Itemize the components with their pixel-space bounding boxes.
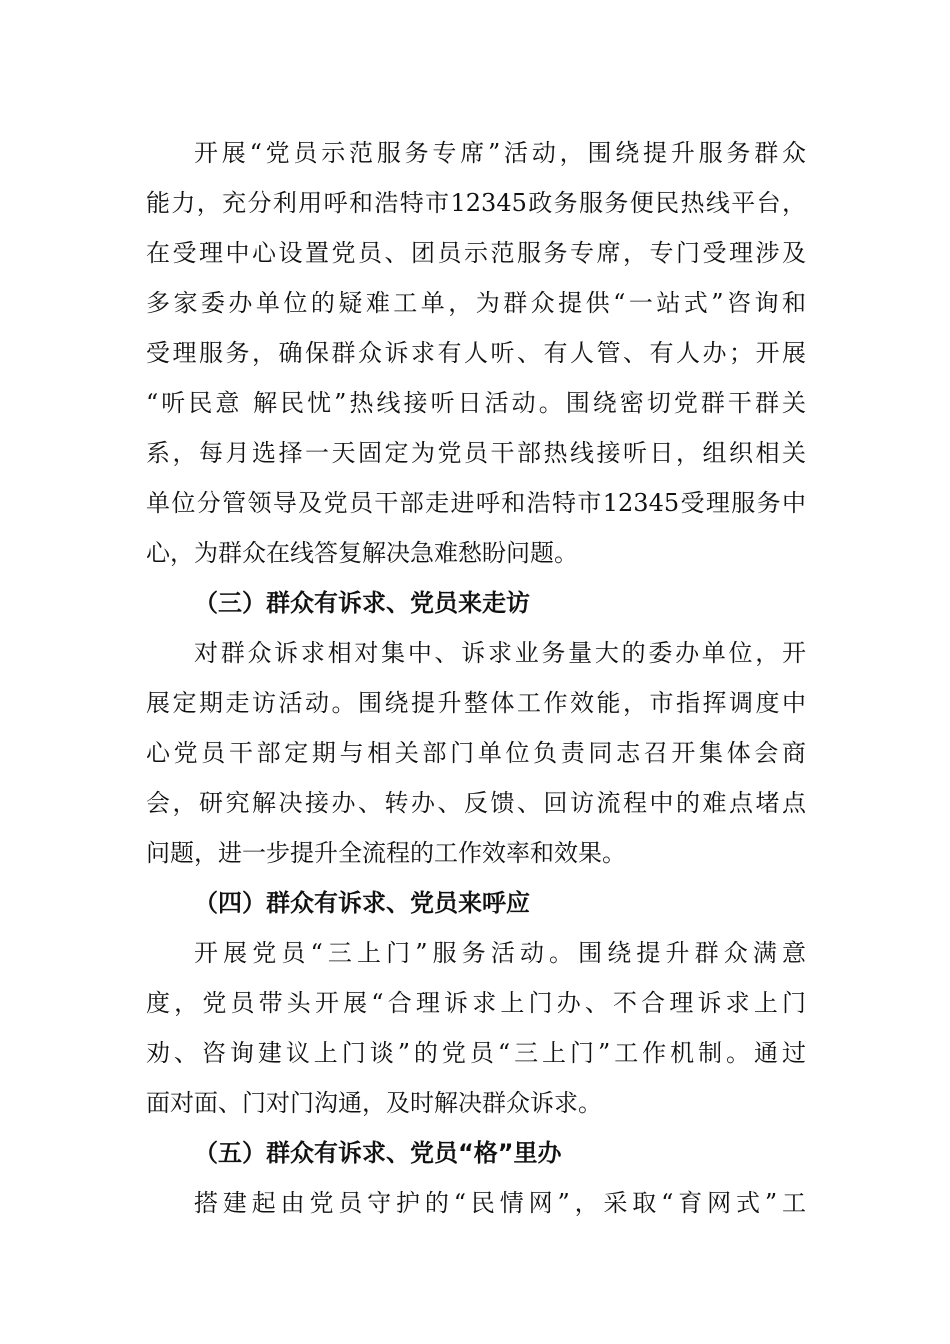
section-heading: （四）群众有诉求、党员来呼应 bbox=[194, 889, 530, 917]
text-line: 心，为群众在线答复解决急难愁盼问题。 bbox=[146, 539, 578, 567]
text-line: 问题，进一步提升全流程的工作效率和效果。 bbox=[146, 839, 626, 867]
text-line: 心党员干部定期与相关部门单位负责同志召开集体会商 bbox=[146, 739, 806, 767]
text-line: “听民意 解民忧”热线接听日活动。围绕密切党群干群关 bbox=[146, 389, 806, 417]
text-line: 度，党员带头开展“合理诉求上门办、不合理诉求上门 bbox=[146, 989, 806, 1017]
text-line: 单位分管领导及党员干部走进呼和浩特市12345受理服务中 bbox=[146, 489, 806, 517]
text-line: 劝、咨询建议上门谈”的党员“三上门”工作机制。通过 bbox=[146, 1039, 806, 1067]
text-line: 在受理中心设置党员、团员示范服务专席，专门受理涉及 bbox=[146, 239, 806, 267]
paragraph bbox=[146, 928, 806, 1128]
text-line: 多家委办单位的疑难工单，为群众提供“一站式”咨询和 bbox=[146, 289, 806, 317]
paragraph bbox=[146, 1178, 806, 1228]
paragraph bbox=[146, 128, 806, 578]
text-line: 受理服务，确保群众诉求有人听、有人管、有人办；开展 bbox=[146, 339, 806, 367]
text-line: 能力，充分利用呼和浩特市12345政务服务便民热线平台， bbox=[146, 189, 806, 217]
section-heading: （五）群众有诉求、党员“格”里办 bbox=[194, 1139, 562, 1167]
text-line: 系，每月选择一天固定为党员干部热线接听日，组织相关 bbox=[146, 439, 806, 467]
text-line: 展定期走访活动。围绕提升整体工作效能，市指挥调度中 bbox=[146, 689, 806, 717]
text-line: 面对面、门对门沟通，及时解决群众诉求。 bbox=[146, 1089, 602, 1117]
document-page bbox=[146, 128, 806, 1228]
text-line: 对群众诉求相对集中、诉求业务量大的委办单位，开 bbox=[194, 639, 806, 667]
text-line: 搭建起由党员守护的“民情网”，采取“育网式”工 bbox=[194, 1189, 806, 1217]
paragraph bbox=[146, 628, 806, 878]
text-line: 开展党员“三上门”服务活动。围绕提升群众满意 bbox=[194, 939, 806, 967]
text-line: 会，研究解决接办、转办、反馈、回访流程中的难点堵点 bbox=[146, 789, 806, 817]
section-heading: （三）群众有诉求、党员来走访 bbox=[194, 589, 530, 617]
text-line: 开展“党员示范服务专席”活动，围绕提升服务群众 bbox=[194, 139, 806, 167]
